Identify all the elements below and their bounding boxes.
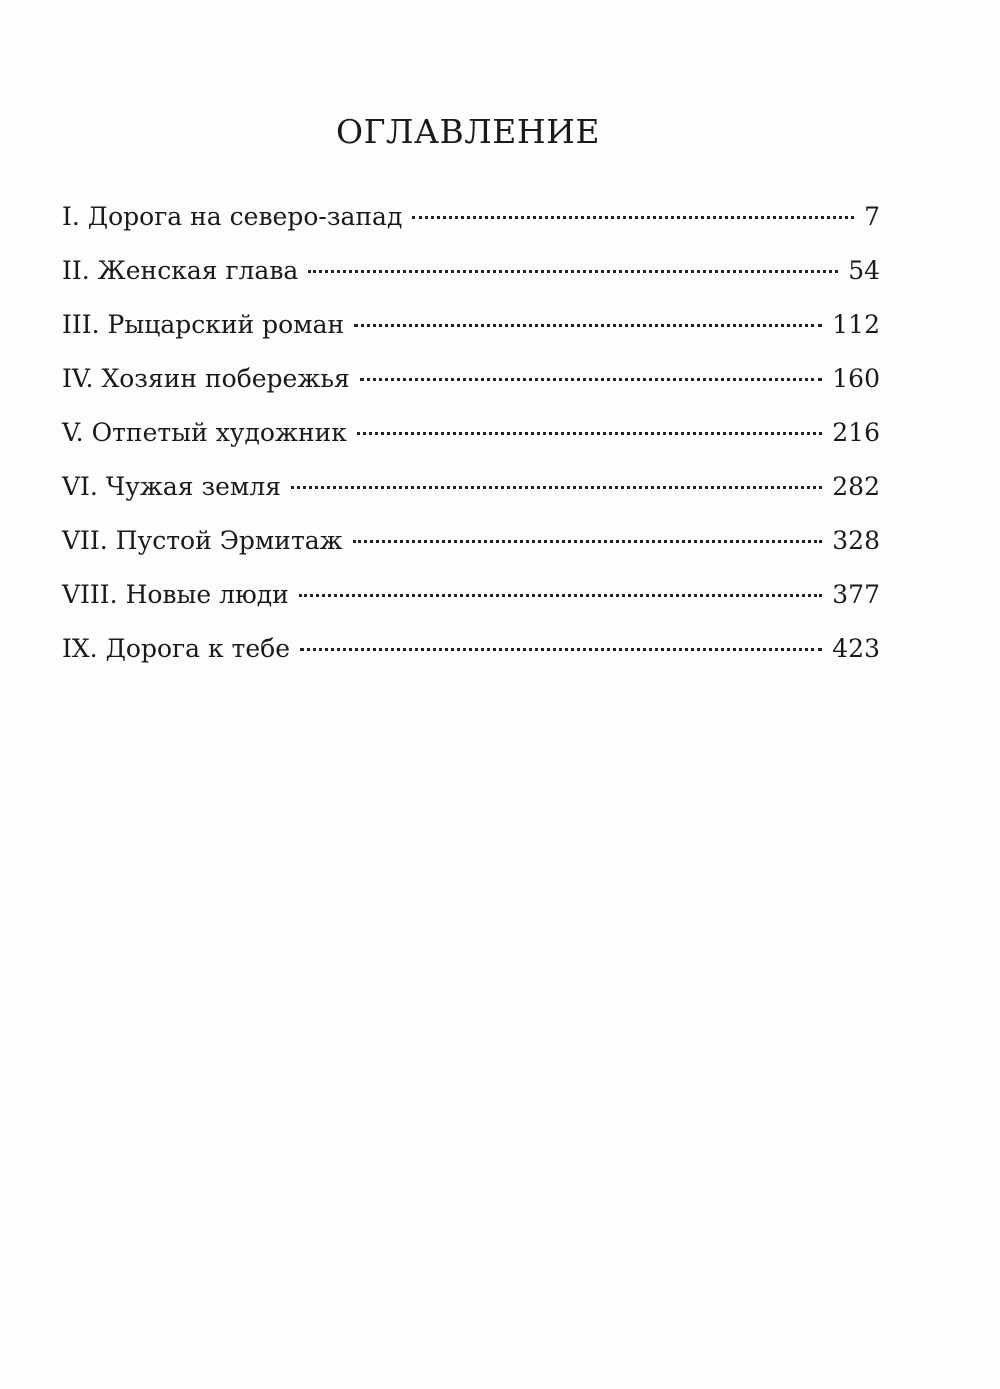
toc-entry[interactable] — [62, 364, 880, 418]
dot-leader — [308, 270, 838, 273]
toc-entry[interactable] — [62, 526, 880, 580]
toc-entry-page: 377 — [832, 580, 880, 609]
toc-entry-page: 112 — [832, 310, 880, 339]
dot-leader — [412, 216, 854, 219]
toc-entry[interactable] — [62, 472, 880, 526]
page-title: ОГЛАВЛЕНИЕ — [336, 112, 600, 151]
toc-entry-page: 423 — [832, 634, 880, 663]
dot-leader — [354, 324, 822, 327]
toc-entry-title: V. Отпетый художник — [62, 418, 347, 447]
toc-entry[interactable] — [62, 634, 880, 688]
dot-leader — [357, 432, 822, 435]
toc-entry[interactable] — [62, 256, 880, 310]
toc-entry-page: 216 — [832, 418, 880, 447]
dot-leader — [299, 594, 822, 597]
dot-leader — [360, 378, 823, 381]
toc-entry-title: IX. Дорога к тебе — [62, 634, 290, 663]
dot-leader — [353, 540, 823, 543]
dot-leader — [291, 486, 822, 489]
toc-entry-title: IV. Хозяин побережья — [62, 364, 350, 393]
toc-entry-title: VI. Чужая земля — [62, 472, 282, 501]
toc-entry[interactable] — [62, 310, 880, 364]
toc-entry-page: 282 — [832, 472, 880, 501]
toc-entry-title: VIII. Новые люди — [62, 580, 289, 609]
dot-leader — [300, 648, 822, 651]
table-of-contents — [62, 202, 880, 688]
toc-entry-title: III. Рыцарский роман — [62, 310, 345, 339]
toc-entry-page: 7 — [864, 202, 880, 231]
toc-entry-title: VII. Пустой Эрмитаж — [62, 526, 343, 555]
toc-entry-page: 160 — [832, 364, 880, 393]
toc-entry-title: I. Дорога на северо-запад — [62, 202, 403, 231]
toc-entry-title: II. Женская глава — [62, 256, 299, 285]
toc-entry[interactable] — [62, 202, 880, 256]
toc-entry[interactable] — [62, 418, 880, 472]
toc-entry-page: 54 — [848, 256, 880, 285]
toc-entry-page: 328 — [832, 526, 880, 555]
toc-entry[interactable] — [62, 580, 880, 634]
